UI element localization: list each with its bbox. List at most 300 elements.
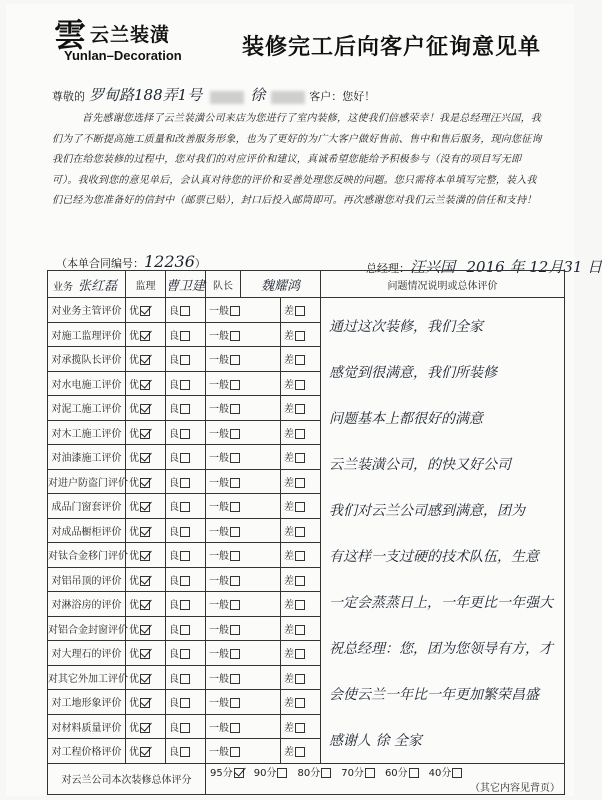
rating-option-cell: [281, 592, 321, 617]
row-label: 对木工施工评价: [48, 420, 126, 445]
checkbox[interactable]: [180, 404, 190, 414]
comment-line: 一定会蒸蒸日上，一年更比一年强大: [329, 595, 554, 611]
rating-option-cell: [206, 494, 281, 519]
rating-option-label: 一般: [209, 600, 229, 612]
leader-label: 队长: [206, 271, 241, 298]
rating-option-label: 良: [169, 575, 179, 587]
checkbox[interactable]: [230, 502, 240, 512]
checkbox[interactable]: [230, 698, 240, 708]
rating-option-label: 一般: [209, 551, 229, 563]
letter-body: 首先感谢您选择了云兰装潢公司来店为您进行了室内装修，这使我们倍感荣幸！我是总经理汪兴国，我们为了不断提高施工质量和改善服务形象，也为了更好的为广大客户做好售前、售中和售后服务，现向您征询我们在给您装修的过程中，您对我们的对应评价和建议，真诚希望您能给予积极参与（没有的项目写无即可）。我收到您的意见单后，会认真对待您的评价和妥善处理您反映的问题。您只需将本单填写完整，装入我们已经为您准备好的信封中（邮票已贴），封口后投入邮筒即可。再次感谢您对我们云兰装潢的信任和支持！: [52, 113, 542, 206]
checked-checkbox[interactable]: [140, 527, 150, 537]
comment-line: 祝总经理：您，团为您领导有方，才: [329, 641, 554, 657]
row-label: 对钛合金移门评价: [48, 543, 126, 568]
rating-option-label: 良: [169, 624, 179, 636]
rating-option-cell: [166, 420, 206, 445]
checkbox[interactable]: [230, 306, 240, 316]
rating-option-cell: [126, 322, 166, 347]
rating-option-label: 良: [169, 722, 179, 734]
company-logo: [54, 18, 224, 68]
checked-checkbox[interactable]: [140, 502, 150, 512]
rating-option-label: 一般: [209, 722, 229, 734]
rating-option-cell: [166, 445, 206, 470]
rating-option-label: 差: [284, 526, 294, 538]
rating-option-cell: [166, 690, 206, 715]
row-label: 对业务主管评价: [48, 298, 126, 323]
checkbox[interactable]: [230, 600, 240, 610]
rating-option-label: 良: [169, 698, 179, 710]
row-label: 对成品橱柜评价: [48, 518, 126, 543]
rating-option-cell: [126, 592, 166, 617]
rating-option-label: 一般: [209, 502, 229, 514]
checkbox[interactable]: [230, 747, 240, 757]
signature-name: 汪兴国: [410, 258, 456, 276]
checkbox[interactable]: [230, 355, 240, 365]
rating-option-label: 一般: [209, 306, 229, 318]
rating-option-label: 良: [169, 502, 179, 514]
checkbox[interactable]: [295, 478, 305, 488]
checked-checkbox[interactable]: [140, 355, 150, 365]
rating-option-cell: [166, 322, 206, 347]
rating-option-cell: [281, 298, 321, 323]
rating-option-cell: [206, 567, 281, 592]
rating-option-label: 优: [129, 453, 139, 465]
rating-option-cell: [281, 347, 321, 372]
rating-option-label: 优: [129, 306, 139, 318]
row-label: 对工地形象评价: [48, 690, 126, 715]
row-label: 成品门窗套评价: [48, 494, 126, 519]
score-option: [210, 768, 244, 779]
comment-line: 会使云兰一年比一年更加繁荣昌盛: [329, 687, 540, 703]
rating-option-cell: [281, 396, 321, 421]
row-label: 对施工监理评价: [48, 322, 126, 347]
checkbox[interactable]: [180, 747, 190, 757]
checked-checkbox[interactable]: [234, 768, 244, 778]
rating-option-cell: [126, 616, 166, 641]
rating-option-label: 良: [169, 379, 179, 391]
checkbox[interactable]: [230, 404, 240, 414]
checkbox[interactable]: [295, 355, 305, 365]
rating-option-label: 差: [284, 673, 294, 685]
rating-option-label: 良: [169, 404, 179, 416]
rating-option-label: 优: [129, 747, 139, 759]
checkbox[interactable]: [295, 527, 305, 537]
checked-checkbox[interactable]: [140, 674, 150, 684]
rating-option-label: 优: [129, 526, 139, 538]
rating-option-cell: [281, 543, 321, 568]
rating-option-cell: [206, 347, 281, 372]
row-label: 对材料质量评价: [48, 714, 126, 739]
rating-option-cell: [206, 641, 281, 666]
rating-option-cell: [206, 518, 281, 543]
logo-chinese-name: 云兰装潢: [90, 24, 171, 46]
rating-option-label: 良: [169, 330, 179, 342]
checkbox[interactable]: [180, 698, 190, 708]
rating-option-cell: [166, 567, 206, 592]
rating-option-cell: [281, 420, 321, 445]
row-label: 对淋浴房的评价: [48, 592, 126, 617]
checkbox[interactable]: [452, 768, 462, 778]
rating-option-cell: [281, 690, 321, 715]
rating-option-cell: [126, 445, 166, 470]
rating-option-label: 优: [129, 428, 139, 440]
rating-option-cell: [206, 665, 281, 690]
greeting-prefix: 尊敬的: [52, 90, 85, 103]
checkbox[interactable]: [230, 576, 240, 586]
rating-option-label: 优: [129, 722, 139, 734]
checkbox[interactable]: [180, 306, 190, 316]
rating-option-cell: [166, 592, 206, 617]
rating-option-label: 优: [129, 673, 139, 685]
overall-score-label: 对云兰公司本次装修总体评分: [48, 763, 206, 794]
checkbox[interactable]: [295, 600, 305, 610]
signature-date: 2016 年 12月31 日: [466, 258, 602, 276]
rating-option-label: 差: [284, 649, 294, 661]
rating-option-cell: [206, 690, 281, 715]
row-label: 对铝合金封窗评价: [48, 616, 126, 641]
checkbox[interactable]: [230, 331, 240, 341]
rating-option-cell: [281, 322, 321, 347]
greeting-end: 您好！: [342, 90, 376, 103]
checkbox[interactable]: [295, 649, 305, 659]
checkbox[interactable]: [295, 723, 305, 733]
comment-line: 我们对云兰公司感到满意，团为: [329, 503, 526, 519]
rating-option-cell: [126, 396, 166, 421]
checkbox[interactable]: [295, 380, 305, 390]
checkbox[interactable]: [230, 453, 240, 463]
rating-option-label: 差: [284, 624, 294, 636]
table-header-row: [48, 271, 565, 298]
logo-english-name: Yunlan–Decoration: [64, 48, 182, 63]
overall-score-row: [48, 763, 565, 794]
rating-option-cell: [166, 347, 206, 372]
rating-option-label: 一般: [209, 330, 229, 342]
greeting-line: [52, 84, 375, 105]
checkbox[interactable]: [180, 331, 190, 341]
score-option-label: 90分: [253, 767, 277, 779]
rating-option-label: 一般: [209, 355, 229, 367]
rating-option-label: 良: [169, 453, 179, 465]
rating-option-label: 优: [129, 330, 139, 342]
rating-option-cell: [281, 567, 321, 592]
rating-option-label: 差: [284, 379, 294, 391]
rating-option-cell: [126, 347, 166, 372]
rating-option-label: 差: [284, 502, 294, 514]
checkbox[interactable]: [295, 306, 305, 316]
rating-option-label: 优: [129, 404, 139, 416]
rating-option-cell: [281, 469, 321, 494]
rating-option-cell: [206, 469, 281, 494]
checked-checkbox[interactable]: [140, 429, 150, 439]
score-option-label: 40分: [428, 767, 452, 779]
checkbox[interactable]: [295, 502, 305, 512]
checked-checkbox[interactable]: [140, 576, 150, 586]
rating-option-cell: [281, 371, 321, 396]
rating-option-label: 优: [129, 698, 139, 710]
score-option-label: 60分: [384, 767, 408, 779]
leader-name: 魏耀鸿: [241, 271, 321, 298]
checkbox[interactable]: [295, 331, 305, 341]
checkbox[interactable]: [277, 768, 287, 778]
form-paper: [6, 4, 602, 796]
comments-cell: [321, 298, 565, 764]
checked-checkbox[interactable]: [140, 625, 150, 635]
rating-option-label: 差: [284, 477, 294, 489]
rating-option-label: 良: [169, 649, 179, 661]
checkbox[interactable]: [230, 527, 240, 537]
checkbox[interactable]: [295, 404, 305, 414]
rating-option-cell: [166, 543, 206, 568]
rating-option-label: 差: [284, 428, 294, 440]
row-label: 对进户防盗门评价: [48, 469, 126, 494]
rating-option-cell: [206, 445, 281, 470]
rating-option-cell: [206, 371, 281, 396]
header-business-cell: [48, 271, 126, 298]
rating-option-label: 一般: [209, 747, 229, 759]
checked-checkbox[interactable]: [140, 404, 150, 414]
checkbox[interactable]: [230, 674, 240, 684]
checkbox[interactable]: [230, 649, 240, 659]
rating-option-cell: [126, 543, 166, 568]
checkbox[interactable]: [230, 551, 240, 561]
rating-option-label: 良: [169, 306, 179, 318]
row-label: 对水电施工评价: [48, 371, 126, 396]
rating-option-cell: [281, 445, 321, 470]
supervisor-name: 曹卫建: [166, 271, 206, 298]
checkbox[interactable]: [295, 453, 305, 463]
row-label: 对泥工施工评价: [48, 396, 126, 421]
rating-option-label: 差: [284, 551, 294, 563]
signature-label: 总经理：: [366, 262, 410, 275]
rating-option-label: 一般: [209, 673, 229, 685]
rating-option-cell: [206, 322, 281, 347]
row-label: 对其它外加工评价: [48, 665, 126, 690]
rating-option-cell: [206, 396, 281, 421]
overall-score-options: [206, 763, 565, 794]
checked-checkbox[interactable]: [140, 331, 150, 341]
comment-line: 问题基本上都很好的满意: [329, 411, 484, 427]
rating-option-cell: [126, 518, 166, 543]
rating-option-cell: [126, 665, 166, 690]
rating-option-cell: [281, 518, 321, 543]
business-label: 业务: [53, 281, 73, 293]
checkbox[interactable]: [180, 380, 190, 390]
rating-option-cell: [126, 469, 166, 494]
rating-option-label: 差: [284, 306, 294, 318]
rating-option-cell: [166, 469, 206, 494]
rating-option-cell: [281, 616, 321, 641]
rating-option-label: 差: [284, 600, 294, 612]
rating-option-label: 优: [129, 551, 139, 563]
checkbox[interactable]: [295, 674, 305, 684]
rating-option-cell: [166, 518, 206, 543]
rating-option-label: 优: [129, 477, 139, 489]
rating-option-cell: [126, 714, 166, 739]
rating-option-cell: [166, 714, 206, 739]
rating-option-label: 差: [284, 575, 294, 587]
rating-option-label: 一般: [209, 477, 229, 489]
checkbox[interactable]: [230, 429, 240, 439]
rating-option-label: 一般: [209, 698, 229, 710]
rating-option-label: 一般: [209, 404, 229, 416]
checkbox[interactable]: [295, 429, 305, 439]
rating-option-label: 优: [129, 502, 139, 514]
rating-option-cell: [126, 494, 166, 519]
rating-option-label: 一般: [209, 649, 229, 661]
rating-option-cell: [126, 690, 166, 715]
rating-option-label: 良: [169, 428, 179, 440]
checked-checkbox[interactable]: [140, 698, 150, 708]
evaluation-row: [48, 298, 565, 323]
comment-line: 感谢人 徐 全家: [329, 733, 422, 749]
rating-option-label: 优: [129, 649, 139, 661]
checkbox[interactable]: [295, 551, 305, 561]
checkbox[interactable]: [180, 600, 190, 610]
rating-option-cell: [166, 396, 206, 421]
checkbox[interactable]: [230, 478, 240, 488]
rating-option-cell: [281, 494, 321, 519]
rating-option-cell: [166, 298, 206, 323]
rating-option-cell: [166, 665, 206, 690]
rating-option-cell: [206, 739, 281, 764]
checkbox[interactable]: [180, 649, 190, 659]
checkbox[interactable]: [180, 502, 190, 512]
rating-option-label: 差: [284, 355, 294, 367]
checkbox[interactable]: [180, 723, 190, 733]
checkbox[interactable]: [180, 429, 190, 439]
rating-option-cell: [166, 641, 206, 666]
business-name: 张红磊: [78, 278, 118, 294]
checkbox[interactable]: [180, 527, 190, 537]
rating-option-cell: [206, 714, 281, 739]
rating-option-label: 一般: [209, 428, 229, 440]
comment-line: 有这样一支过硬的技术队伍，生意: [329, 549, 540, 565]
checked-checkbox[interactable]: [140, 478, 150, 488]
rating-option-cell: [166, 739, 206, 764]
redacted-block: [271, 91, 305, 104]
rating-option-cell: [206, 420, 281, 445]
rating-option-label: 良: [169, 355, 179, 367]
rating-option-cell: [281, 641, 321, 666]
rating-option-cell: [166, 616, 206, 641]
rating-option-cell: [126, 567, 166, 592]
rating-option-cell: [126, 420, 166, 445]
checkbox[interactable]: [180, 674, 190, 684]
rating-option-cell: [126, 298, 166, 323]
supervisor-label: 监理: [126, 271, 166, 298]
checkbox[interactable]: [295, 576, 305, 586]
rating-option-cell: [166, 371, 206, 396]
score-option: [429, 768, 463, 779]
customer-name: 徐: [250, 86, 266, 104]
redacted-block: [210, 91, 244, 104]
checked-checkbox[interactable]: [140, 453, 150, 463]
checked-checkbox[interactable]: [140, 723, 150, 733]
rating-option-label: 良: [169, 477, 179, 489]
checkbox[interactable]: [295, 698, 305, 708]
rating-option-label: 优: [129, 379, 139, 391]
back-page-note: （其它内容见背页）: [470, 782, 561, 794]
row-label: 对大理石的评价: [48, 641, 126, 666]
checked-checkbox[interactable]: [140, 747, 150, 757]
rating-option-label: 优: [129, 600, 139, 612]
greeting-suffix: 客户：: [309, 90, 343, 103]
checked-checkbox[interactable]: [140, 551, 150, 561]
row-label: 对铝吊顶的评价: [48, 567, 126, 592]
rating-option-label: 差: [284, 330, 294, 342]
checked-checkbox[interactable]: [140, 306, 150, 316]
rating-option-cell: [126, 371, 166, 396]
checkbox[interactable]: [180, 453, 190, 463]
row-label: 对承揽队长评价: [48, 347, 126, 372]
comment-line: 通过这次装修，我们全家: [329, 319, 484, 335]
score-option: [341, 768, 375, 779]
issues-label: 问题情况说明或总体评价: [321, 271, 565, 298]
rating-option-cell: [126, 641, 166, 666]
row-label: 对工程价格评价: [48, 739, 126, 764]
logo-seal-icon: 雲: [54, 16, 87, 54]
rating-option-label: 差: [284, 698, 294, 710]
customer-address: 罗甸路188弄1号: [89, 86, 203, 104]
checked-checkbox[interactable]: [140, 600, 150, 610]
score-option: [297, 768, 331, 779]
checkbox[interactable]: [365, 768, 375, 778]
checkbox[interactable]: [180, 551, 190, 561]
contract-label: （本单合同编号：: [56, 257, 144, 270]
rating-option-label: 差: [284, 747, 294, 759]
checkbox[interactable]: [321, 768, 331, 778]
checkbox[interactable]: [180, 478, 190, 488]
rating-option-label: 良: [169, 673, 179, 685]
checkbox[interactable]: [180, 576, 190, 586]
rating-option-cell: [126, 739, 166, 764]
checkbox[interactable]: [180, 355, 190, 365]
score-option: [385, 768, 419, 779]
rating-option-label: 差: [284, 722, 294, 734]
rating-option-label: 差: [284, 453, 294, 465]
rating-option-cell: [206, 616, 281, 641]
rating-option-label: 优: [129, 624, 139, 636]
rating-option-cell: [206, 592, 281, 617]
evaluation-table: [47, 270, 564, 795]
rating-option-cell: [206, 543, 281, 568]
checkbox[interactable]: [180, 625, 190, 635]
checkbox[interactable]: [230, 380, 240, 390]
checked-checkbox[interactable]: [140, 380, 150, 390]
rating-option-cell: [166, 494, 206, 519]
checkbox[interactable]: [230, 723, 240, 733]
checkbox[interactable]: [409, 768, 419, 778]
rating-option-label: 一般: [209, 575, 229, 587]
rating-option-label: 优: [129, 355, 139, 367]
contract-number: 12236: [144, 252, 195, 271]
checkbox[interactable]: [295, 625, 305, 635]
rating-option-label: 一般: [209, 453, 229, 465]
rating-option-label: 良: [169, 600, 179, 612]
checkbox[interactable]: [230, 625, 240, 635]
score-option-label: 95分: [210, 767, 233, 779]
checked-checkbox[interactable]: [140, 649, 150, 659]
row-label: 对油漆施工评价: [48, 445, 126, 470]
document-title: 装修完工后向客户征询意见单: [242, 35, 542, 60]
score-option-label: 80分: [297, 767, 321, 779]
rating-option-cell: [281, 714, 321, 739]
contract-close: ）: [194, 257, 206, 270]
comment-line: 感觉到很满意，我们所装修: [329, 365, 498, 381]
checkbox[interactable]: [295, 747, 305, 757]
rating-option-label: 一般: [209, 379, 229, 391]
rating-option-label: 一般: [209, 526, 229, 538]
